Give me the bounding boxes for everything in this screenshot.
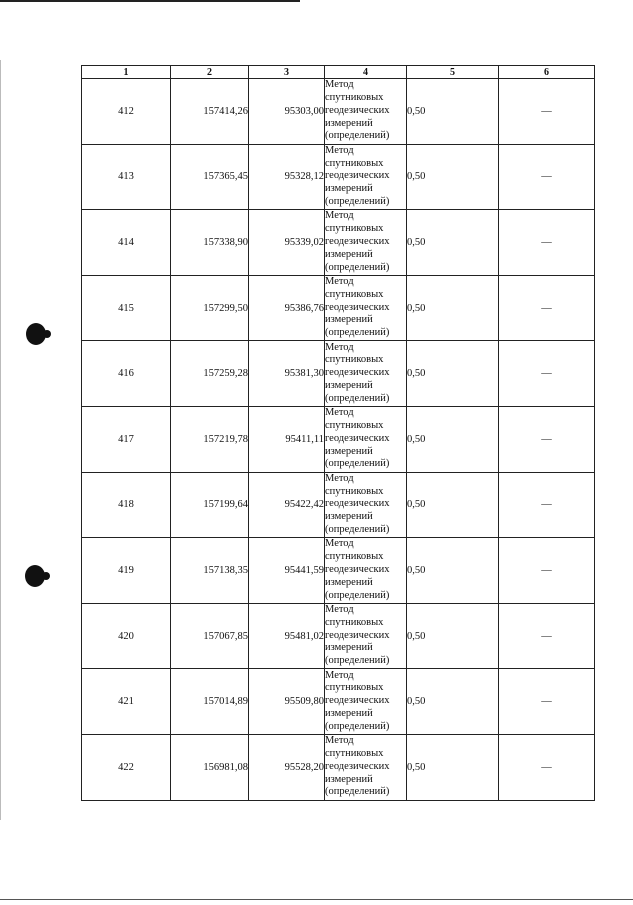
method-line: Метод — [325, 538, 354, 550]
method-line: Метод — [325, 669, 354, 681]
method-cell — [325, 144, 407, 210]
column-header-3: 3 — [249, 66, 325, 79]
method-line: измерений — [325, 445, 373, 457]
description-cell: — — [499, 144, 595, 210]
point-number-cell: 415 — [82, 275, 171, 341]
y-coordinate-cell: 95303,00 — [249, 79, 325, 145]
method-line: спутниковых — [325, 616, 384, 628]
x-coordinate-cell: 157199,64 — [171, 472, 249, 538]
method-line: спутниковых — [325, 223, 384, 235]
method-line: Метод — [325, 604, 354, 616]
description-cell: — — [499, 341, 595, 407]
method-cell — [325, 341, 407, 407]
accuracy-cell: 0,50 — [407, 275, 499, 341]
table-row — [82, 406, 595, 472]
method-line: Метод — [325, 341, 354, 353]
method-line: (определений) — [325, 786, 390, 798]
method-line: Метод — [325, 407, 354, 419]
method-cell — [325, 79, 407, 145]
method-line: измерений — [325, 576, 373, 588]
method-cell — [325, 734, 407, 800]
table-row — [82, 341, 595, 407]
method-line: спутниковых — [325, 157, 384, 169]
column-header-4: 4 — [325, 66, 407, 79]
method-line: Метод — [325, 144, 354, 156]
column-header-1: 1 — [82, 66, 171, 79]
method-line: Метод — [325, 276, 354, 288]
accuracy-cell: 0,50 — [407, 603, 499, 669]
x-coordinate-cell: 157338,90 — [171, 210, 249, 276]
y-coordinate-cell: 95441,59 — [249, 538, 325, 604]
method-cell — [325, 472, 407, 538]
y-coordinate-cell: 95481,02 — [249, 603, 325, 669]
scan-edge-bottom — [0, 899, 633, 900]
y-coordinate-cell: 95328,12 — [249, 144, 325, 210]
accuracy-cell: 0,50 — [407, 734, 499, 800]
accuracy-cell: 0,50 — [407, 210, 499, 276]
scan-edge-top — [0, 0, 300, 2]
point-number-cell: 412 — [82, 79, 171, 145]
method-line: измерений — [325, 708, 373, 720]
y-coordinate-cell: 95411,11 — [249, 406, 325, 472]
point-number-cell: 421 — [82, 669, 171, 735]
scan-edge-left — [0, 60, 1, 820]
description-cell: — — [499, 79, 595, 145]
point-number-cell: 422 — [82, 734, 171, 800]
table-row — [82, 79, 595, 145]
method-line: измерений — [325, 380, 373, 392]
method-line: геодезических — [325, 432, 390, 444]
x-coordinate-cell: 157414,26 — [171, 79, 249, 145]
method-line: геодезических — [325, 104, 390, 116]
table-row — [82, 538, 595, 604]
header-row — [82, 66, 595, 79]
method-line: (определений) — [325, 524, 390, 536]
point-number-cell: 420 — [82, 603, 171, 669]
method-line: измерений — [325, 248, 373, 260]
column-header-6: 6 — [499, 66, 595, 79]
method-line: геодезических — [325, 629, 390, 641]
accuracy-cell: 0,50 — [407, 472, 499, 538]
y-coordinate-cell: 95381,30 — [249, 341, 325, 407]
method-cell — [325, 406, 407, 472]
coordinates-table — [81, 65, 595, 801]
description-cell: — — [499, 538, 595, 604]
method-line: измерений — [325, 773, 373, 785]
table-row — [82, 275, 595, 341]
method-line: измерений — [325, 642, 373, 654]
description-cell: — — [499, 669, 595, 735]
table-row — [82, 669, 595, 735]
table-row — [82, 144, 595, 210]
method-cell — [325, 538, 407, 604]
method-line: спутниковых — [325, 92, 384, 104]
method-line: спутниковых — [325, 682, 384, 694]
point-number-cell: 413 — [82, 144, 171, 210]
method-line: спутниковых — [325, 485, 384, 497]
accuracy-cell: 0,50 — [407, 669, 499, 735]
method-line: спутниковых — [325, 748, 384, 760]
method-line: измерений — [325, 117, 373, 129]
method-line: Метод — [325, 735, 354, 747]
description-cell: — — [499, 275, 595, 341]
method-line: (определений) — [325, 261, 390, 273]
description-cell: — — [499, 734, 595, 800]
point-number-cell: 418 — [82, 472, 171, 538]
method-line: (определений) — [325, 720, 390, 732]
method-line: (определений) — [325, 589, 390, 601]
y-coordinate-cell: 95339,02 — [249, 210, 325, 276]
method-line: (определений) — [325, 655, 390, 667]
method-line: геодезических — [325, 301, 390, 313]
table-body — [82, 79, 595, 801]
method-line: геодезических — [325, 564, 390, 576]
table-row — [82, 603, 595, 669]
x-coordinate-cell: 157014,89 — [171, 669, 249, 735]
accuracy-cell: 0,50 — [407, 341, 499, 407]
accuracy-cell: 0,50 — [407, 538, 499, 604]
table-header — [82, 66, 595, 79]
y-coordinate-cell: 95422,42 — [249, 472, 325, 538]
method-line: (определений) — [325, 458, 390, 470]
method-line: Метод — [325, 472, 354, 484]
x-coordinate-cell: 157299,50 — [171, 275, 249, 341]
table-row — [82, 472, 595, 538]
method-line: геодезических — [325, 367, 390, 379]
x-coordinate-cell: 157259,28 — [171, 341, 249, 407]
punch-hole-mark — [26, 323, 46, 345]
method-cell — [325, 210, 407, 276]
x-coordinate-cell: 157365,45 — [171, 144, 249, 210]
point-number-cell: 416 — [82, 341, 171, 407]
method-line: геодезических — [325, 236, 390, 248]
method-line: измерений — [325, 314, 373, 326]
method-line: (определений) — [325, 130, 390, 142]
table-row — [82, 210, 595, 276]
method-line: спутниковых — [325, 551, 384, 563]
x-coordinate-cell: 156981,08 — [171, 734, 249, 800]
method-line: (определений) — [325, 327, 390, 339]
method-line: геодезических — [325, 170, 390, 182]
method-line: Метод — [325, 79, 354, 91]
description-cell: — — [499, 603, 595, 669]
table-row — [82, 734, 595, 800]
description-cell: — — [499, 210, 595, 276]
method-line: геодезических — [325, 498, 390, 510]
accuracy-cell: 0,50 — [407, 406, 499, 472]
method-cell — [325, 603, 407, 669]
y-coordinate-cell: 95528,20 — [249, 734, 325, 800]
column-header-2: 2 — [171, 66, 249, 79]
x-coordinate-cell: 157219,78 — [171, 406, 249, 472]
description-cell: — — [499, 472, 595, 538]
punch-hole-mark — [25, 565, 45, 587]
method-line: измерений — [325, 183, 373, 195]
point-number-cell: 417 — [82, 406, 171, 472]
method-line: (определений) — [325, 392, 390, 404]
point-number-cell: 414 — [82, 210, 171, 276]
method-line: спутниковых — [325, 420, 384, 432]
y-coordinate-cell: 95509,80 — [249, 669, 325, 735]
method-line: спутниковых — [325, 288, 384, 300]
method-line: геодезических — [325, 695, 390, 707]
y-coordinate-cell: 95386,76 — [249, 275, 325, 341]
method-cell — [325, 669, 407, 735]
description-cell: — — [499, 406, 595, 472]
method-line: Метод — [325, 210, 354, 222]
column-header-5: 5 — [407, 66, 499, 79]
point-number-cell: 419 — [82, 538, 171, 604]
x-coordinate-cell: 157138,35 — [171, 538, 249, 604]
method-line: спутниковых — [325, 354, 384, 366]
accuracy-cell: 0,50 — [407, 79, 499, 145]
x-coordinate-cell: 157067,85 — [171, 603, 249, 669]
method-cell — [325, 275, 407, 341]
method-line: геодезических — [325, 760, 390, 772]
method-line: измерений — [325, 511, 373, 523]
method-line: (определений) — [325, 196, 390, 208]
accuracy-cell: 0,50 — [407, 144, 499, 210]
